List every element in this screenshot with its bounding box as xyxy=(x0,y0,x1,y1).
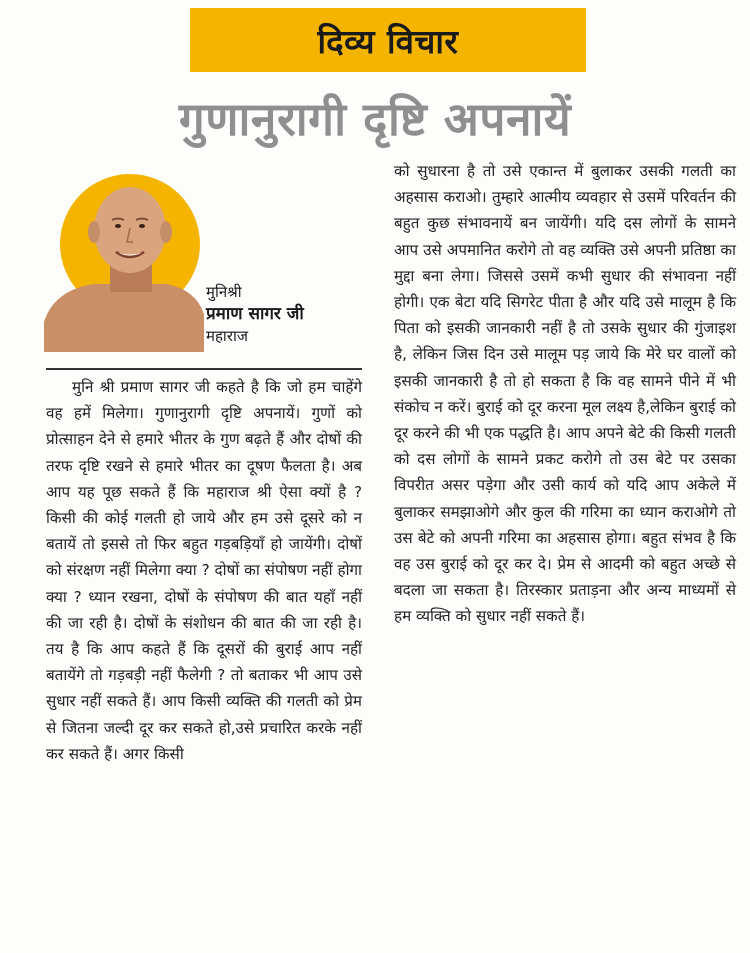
article-headline xyxy=(0,78,750,158)
monk-portrait-icon xyxy=(44,172,204,352)
author-byline xyxy=(206,282,356,346)
author-suffix: महाराज xyxy=(206,327,248,345)
article-column-left: मुनि श्री प्रमाण सागर जी कहते है कि जो हम चाहेंगे वह हमें मिलेगा। गुणानुरागी दृष्टि अपनायें। गुणों को प्रोत्साहन देने से हमारे भीतर के गुण बढ़ते हैं और दोषों की तरफ दृष्टि रखने से हमारे भीतर का दूषण फैलता है। अब आप यह पूछ सकते हैं कि महाराज श्री ऐसा क्यों है ? किसी की कोई गलती हो जाये और हम उसे दूसरे को न बतायें तो इससे तो फिर बहुत गड़बड़ियाँ हो जायेंगी। दोषों को संरक्षण नहीं मिलेगा क्या ? दोषों का संपोषण नहीं होगा क्या ? ध्यान रखना, दोषों के संपोषण की बात यहाँ नहीं की जा रही है। दोषों के संशोधन की बात की जा रही है। तय है कि आप कहते हैं कि दूसरों की बुराई आप नहीं बतायेंगे तो गड़बड़ी नहीं फैलेगी ? तो बताकर भी आप उसे सुधार नहीं सकते हैं। आप किसी व्यक्ति की गलती को प्रेम से जितना जल्दी दूर कर सकते हो,उसे प्रचारित करके नहीं कर सकते हैं। अगर किसी xyxy=(46,378,362,763)
author-name: प्रमाण सागर जी xyxy=(206,304,304,324)
section-title: दिव्य विचार xyxy=(317,21,459,61)
headline-text: गुणानुरागी दृष्टि अपनायें xyxy=(178,92,572,146)
byline-divider xyxy=(46,368,362,370)
author-photo xyxy=(44,172,204,352)
author-prefix: मुनिश्री xyxy=(206,283,242,301)
article-column-right: को सुधारना है तो उसे एकान्त में बुलाकर उसकी गलती का अहसास कराओ। तुम्हारे आत्मीय व्यवहार से उसमें परिवर्तन की बहुत कुछ संभावनायें बन जायेंगी। यदि दस लोगों के सामने आप उसे अपमानित करोगे तो वह व्यक्ति उसे अपनी प्रतिष्ठा का मुद्दा बना लेगा। जिससे उसमें कभी सुधार की संभावना नहीं होगी। एक बेटा यदि सिगरेट पीता है और यदि उसे मालूम है कि पिता को इसकी जानकारी नहीं है तो उसके सुधार की गुंजाइश है, लेकिन जिस दिन उसे मालूम पड़ जाये कि मेरे घर वालों को इसकी जानकारी है तो हो सकता है कि वह सामने पीने में भी संकोच न करें। बुराई को दूर करना मूल लक्ष्य है,लेकिन बुराई को दूर करने की भी एक पद्धति है। आप अपने बेटे की किसी गलती को दस लोगों के सामने प्रकट करोगे तो उस बेटे पर उसका विपरीत असर पड़ेगा और उसी कार्य को यदि आप अकेले में बुलाकर समझाओगे और कुल की गरिमा का ध्यान कराओगे तो उस बेटे को अपनी गरिमा का अहसास होगा। बहुत संभव है कि वह उस बुराई को दूर कर दे। प्रेम से आदमी को बहुत अच्छे से बदला जा सकता है। तिरस्कार प्रताड़ना और अन्य माध्यमों से हम व्यक्ति को सुधार नहीं सकते हैं। xyxy=(394,162,736,626)
section-banner xyxy=(190,8,586,72)
